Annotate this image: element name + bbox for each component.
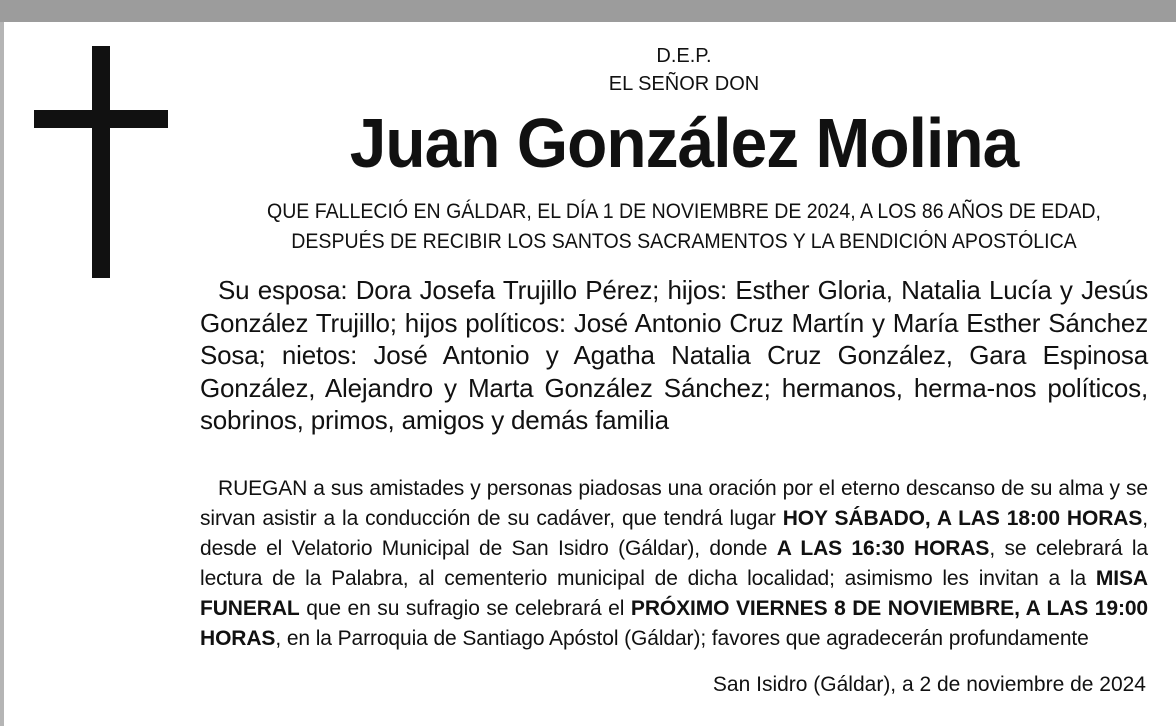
request-text-5: , en la Parroquia de Santiago Apóstol (Gáldar); favores que agradecerán profundamente — [275, 627, 1089, 650]
request-text-4: que en su sufragio se celebrará el — [299, 597, 631, 620]
request-paragraph — [200, 474, 1148, 654]
deceased-name: Juan González Molina — [349, 104, 1019, 182]
request-text-1: RUEGAN a sus amistades y personas piadosas una oración por el eterno descanso de su alma y se sirvan asistir a la conducción de su cadáver, que tendrá lugar — [200, 477, 1148, 530]
request-bold-4: PRÓXIMO VIERNES 8 DE NOVIEMBRE, A LAS 19:00 HORAS — [200, 597, 1149, 650]
request-bold-3: MISA FUNERAL — [200, 567, 1148, 620]
request-text-3: , se celebrará la lectura de la Palabra, al cementerio municipal de dicha localidad; asimismo les invitan a la — [200, 537, 1148, 590]
dep-label: D.E.P. — [656, 45, 712, 67]
request-bold-1: HOY SÁBADO, A LAS 18:00 HORAS — [782, 507, 1143, 530]
death-info-line-1: QUE FALLECIÓ EN GÁLDAR, EL DÍA 1 DE NOVIEMBRE DE 2024, A LOS 86 AÑOS DE EDAD, — [267, 200, 1101, 223]
title-prefix: EL SEÑOR DON — [608, 73, 760, 95]
obituary-notice — [0, 22, 1176, 726]
death-info-line-2: DESPUÉS DE RECIBIR LOS SANTOS SACRAMENTOS Y LA BENDICIÓN APOSTÓLICA — [291, 230, 1077, 253]
cross-vertical-bar — [92, 46, 110, 278]
request-bold-2: A LAS 16:30 HORAS — [776, 537, 990, 560]
cross-horizontal-bar — [34, 110, 168, 128]
place-and-date: San Isidro (Gáldar), a 2 de noviembre de 2024 — [712, 673, 1146, 696]
request-text-2: , desde el Velatorio Municipal de San Isidro (Gáldar), donde — [200, 507, 1148, 560]
family-paragraph: Su esposa: Dora Josefa Trujillo Pérez; hijos: Esther Gloria, Natalia Lucía y Jesús González Trujillo; hijos políticos: José Antonio Cruz Martín y María Esther Sánchez Sosa; nietos: José Antonio y Agatha Natalia Cruz González, Gara Espinosa González, Alejandro y Marta González Sánchez; hermanos, herma-nos políticos, sobrinos, primos, amigos y demás familia — [200, 275, 1148, 435]
latin-cross-icon — [34, 46, 168, 278]
